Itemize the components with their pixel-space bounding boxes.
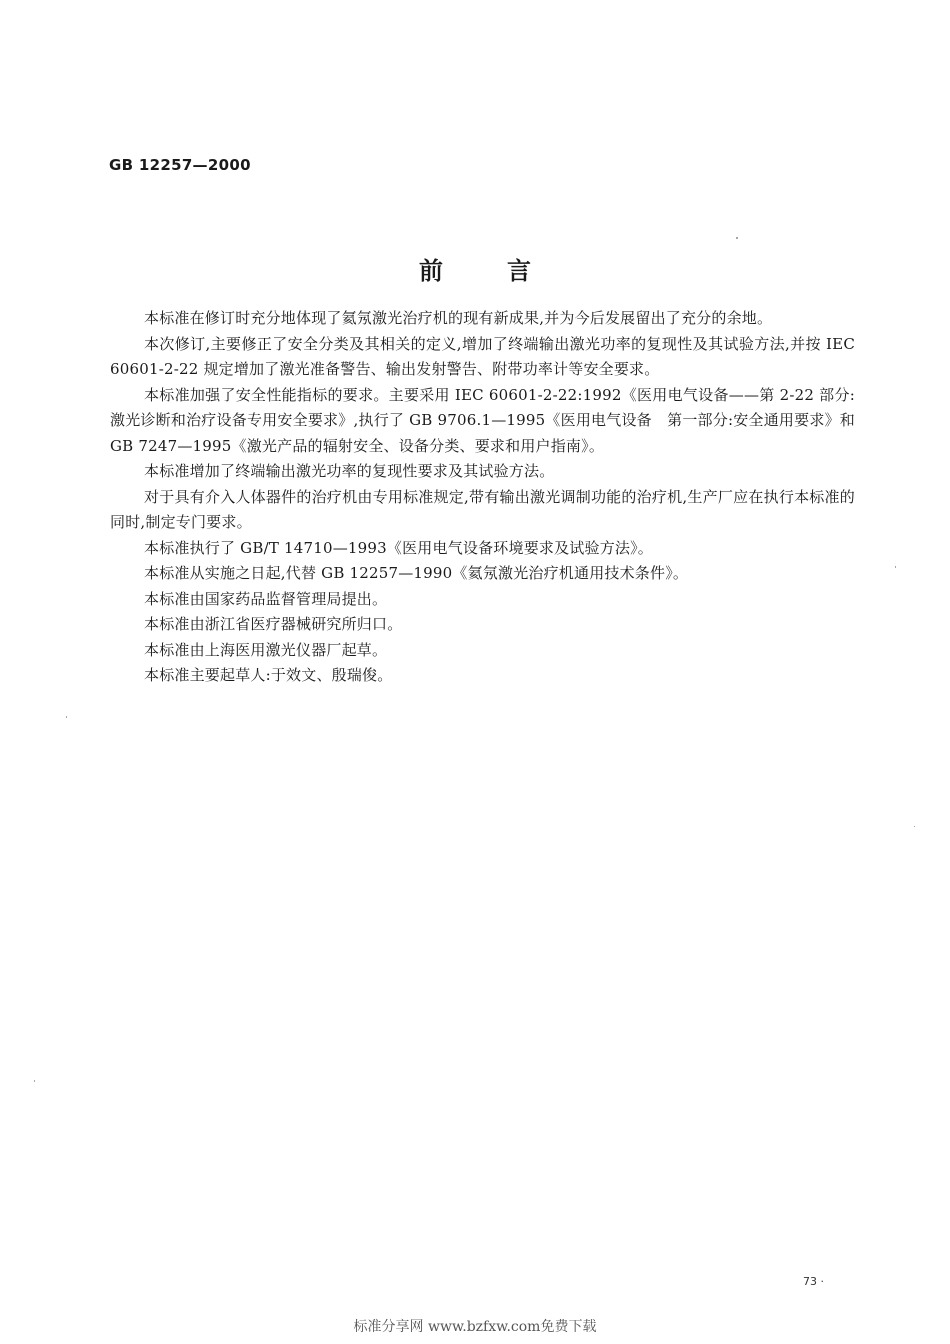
paragraph: 本标准主要起草人:于效文、殷瑞俊。	[144, 666, 393, 684]
paragraph: 本标准由上海医用激光仪器厂起草。	[144, 640, 388, 659]
paragraph: 本次修订,主要修正了安全分类及其相关的定义,增加了终端输出激光功率的复现性及其试验方法,并按 IEC 60601-2-22 规定增加了激光准备警告、输出发射警告、附带功率计等安全要求。	[110, 334, 855, 378]
paragraph: 本标准执行了 GB/T 14710—1993《医用电气设备环境要求及试验方法》。	[144, 538, 653, 557]
scan-speck	[895, 566, 896, 568]
scan-speck	[736, 237, 738, 239]
paragraph: 本标准由国家药品监督管理局提出。	[144, 589, 388, 608]
scan-speck	[34, 1080, 35, 1082]
paragraph: 本标准从实施之日起,代替 GB 12257—1990《氦氖激光治疗机通用技术条件》。	[144, 564, 689, 582]
page-number: 73 ·	[803, 1275, 824, 1288]
paragraph: 本标准增加了终端输出激光功率的复现性要求及其试验方法。	[144, 462, 555, 480]
page-title: 前言	[419, 257, 595, 285]
scan-speck	[914, 826, 915, 827]
scan-speck	[66, 716, 67, 718]
paragraph: 本标准加强了安全性能指标的要求。主要采用 IEC 60601-2-22:1992《医用电气设备——第 2-22 部分:激光诊断和治疗设备专用安全要求》,执行了 GB 9706.1—1995《医用电气设备 第一部分:安全通用要求》和 GB 7247—1995《激光产品的辐射安全、设备分类、要求和用户指南》。	[110, 385, 855, 455]
watermark-text: 标准分享网 www.bzfxw.com免费下载	[353, 1319, 597, 1335]
paragraph: 本标准由浙江省医疗器械研究所归口。	[144, 615, 403, 633]
standard-code: GB 12257—2000	[109, 156, 251, 174]
foreword-body	[110, 306, 855, 689]
paragraph: 本标准在修订时充分地体现了氦氖激光治疗机的现有新成果,并为今后发展留出了充分的余地。	[144, 309, 773, 327]
paragraph: 对于具有介入人体器件的治疗机由专用标准规定,带有输出激光调制功能的治疗机,生产厂应在执行本标准的同时,制定专门要求。	[110, 487, 855, 531]
